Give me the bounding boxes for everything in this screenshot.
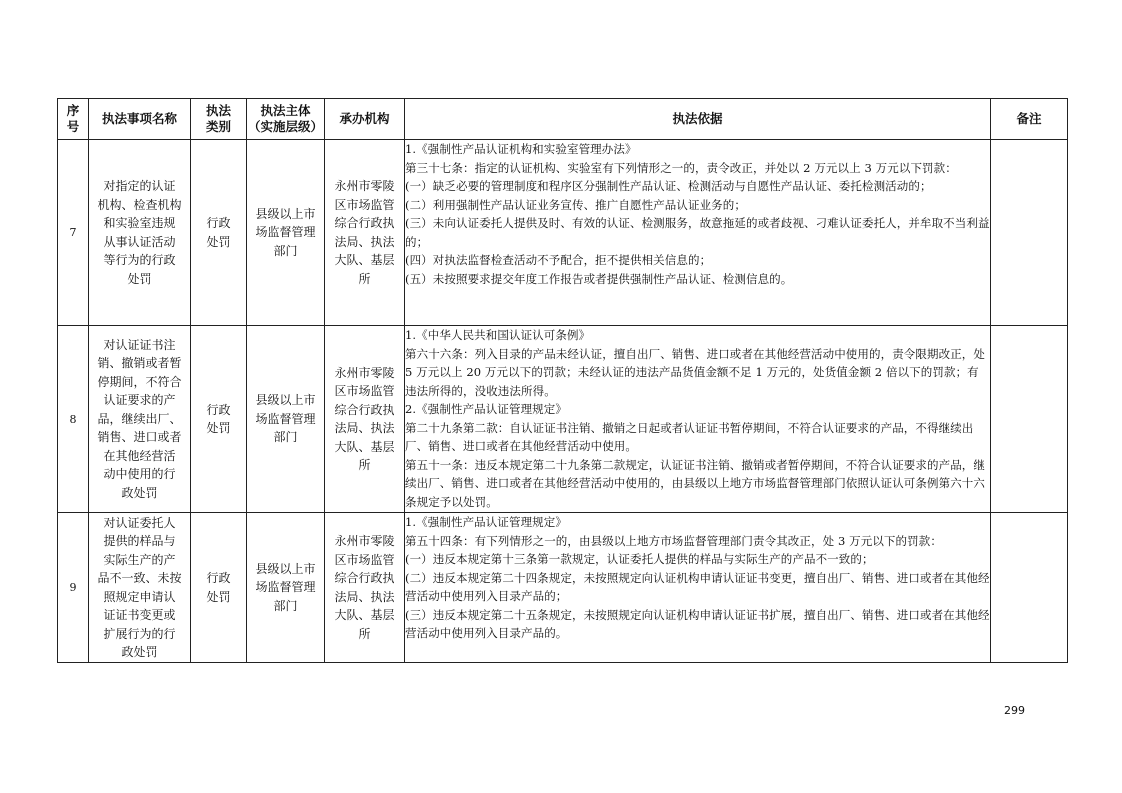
header-name: 执法事项名称 (89, 99, 191, 140)
basis-line: 第三十七条：指定的认证机构、实验室有下列情形之一的，责令改正，并处以 2 万元以上 3 万元以下罚款： (405, 160, 957, 175)
basis-line: 第五十一条：违反本规定第二十九条第二款规定，认证证书注销、撤销或者暂停期间，不符合认证要求的产品，继续出厂、销售、进口或者在其他经营活动中使用的，由县级以上地方市场监督管理部门依照认证认可条例第六十六条规定予以处罚。 (405, 457, 985, 509)
table-row (58, 140, 1068, 326)
basis-line: (五）未按照要求提交年度工作报告或者提供强制性产品认证、检测信息的。 (405, 271, 793, 286)
subject-cell: 县级以上市 场监督管理 部门 (247, 140, 325, 326)
remark-cell (991, 326, 1068, 513)
agency-cell: 永州市零陵 区市场监管 综合行政执 法局、执法 大队、基层 所 (325, 513, 405, 663)
basis-line: (二）违反本规定第二十四条规定，未按照规定向认证机构申请认证证书变更，擅自出厂、销售、进口或者在其他经营活动中使用列入目录产品的； (405, 570, 990, 603)
basis-line: 第二十九条第二款：自认证证书注销、撤销之日起或者认证证书暂停期间，不符合认证要求的产品，不得继续出厂、销售、进口或者在其他经营活动中使用。 (405, 420, 974, 453)
basis-line: 第六十六条：列入目录的产品未经认证，擅自出厂、销售、进口或者在其他经营活动中使用的，责令限期改正，处 5 万元以上 20 万元以下的罚款；未经认证的违法产品货值金额不足 1 万元的，处货值金额 2 倍以下的罚款；有违法所得的，没收违法所得。 (405, 346, 985, 398)
basis-cell (405, 140, 991, 326)
category-cell: 行政 处罚 (191, 513, 247, 663)
header-seq: 序 号 (58, 99, 89, 140)
basis-line: 2.《强制性产品认证管理规定》 (405, 402, 567, 416)
basis-line: (一）违反本规定第十三条第一款规定，认证委托人提供的样品与实际生产的产品不一致的； (405, 552, 874, 566)
remark-cell (991, 513, 1068, 663)
page-number: 299 (1004, 704, 1025, 717)
basis-cell (405, 326, 991, 513)
basis-line: 1.《强制性产品认证管理规定》 (405, 515, 567, 529)
basis-line: 1.《强制性产品认证机构和实验室管理办法》 (405, 142, 637, 156)
subject-cell: 县级以上市 场监督管理 部门 (247, 513, 325, 663)
item-name: 对指定的认证 机构、检查机构 和实验室违规 从事认证活动 等行为的行政 处罚 (89, 140, 191, 326)
header-remark: 备注 (991, 99, 1068, 140)
basis-line: (四）对执法监督检查活动不予配合，拒不提供相关信息的； (405, 253, 712, 267)
row-number: 7 (58, 140, 89, 326)
basis-line: (一）缺乏必要的管理制度和程序区分强制性产品认证、检测活动与自愿性产品认证、委托检测活动的； (405, 179, 932, 193)
basis-line: (三）未向认证委托人提供及时、有效的认证、检测服务，故意拖延的或者歧视、刁难认证委托人，并牟取不当利益的； (405, 216, 990, 249)
header-basis: 执法依据 (405, 99, 991, 140)
header-category: 执法 类别 (191, 99, 247, 140)
header-subject: 执法主体 （实施层级） (247, 99, 325, 140)
row-number: 9 (58, 513, 89, 663)
basis-line: 第五十四条：有下列情形之一的，由县级以上地方市场监督管理部门责令其改正，处 3 万元以下的罚款： (405, 533, 942, 548)
header-agency: 承办机构 (325, 99, 405, 140)
category-cell: 行政 处罚 (191, 326, 247, 513)
row-number: 8 (58, 326, 89, 513)
agency-cell: 永州市零陵 区市场监管 综合行政执 法局、执法 大队、基层 所 (325, 140, 405, 326)
table-row (58, 513, 1068, 663)
category-cell: 行政 处罚 (191, 140, 247, 326)
subject-cell: 县级以上市 场监督管理 部门 (247, 326, 325, 513)
header-row (58, 99, 1068, 140)
item-name: 对认证委托人 提供的样品与 实际生产的产 品不一致、未按 照规定申请认 证证书变更或 扩展行为的行 政处罚 (89, 513, 191, 663)
basis-line: 1.《中华人民共和国认证认可条例》 (405, 328, 591, 342)
agency-cell: 永州市零陵 区市场监管 综合行政执 法局、执法 大队、基层 所 (325, 326, 405, 513)
basis-line: (三）违反本规定第二十五条规定，未按照规定向认证机构申请认证证书扩展，擅自出厂、销售、进口或者在其他经营活动中使用列入目录产品的。 (405, 607, 990, 640)
basis-line: (二）利用强制性产品认证业务宣传、推广自愿性产品认证业务的； (405, 197, 746, 212)
table-row (58, 326, 1068, 513)
item-name: 对认证证书注 销、撤销或者暂 停期间，不符合 认证要求的产 品，继续出厂、 销售、进口或者 在其他经营活 动中使用的行 政处罚 (89, 326, 191, 513)
enforcement-table (57, 98, 1068, 663)
remark-cell (991, 140, 1068, 326)
basis-cell (405, 513, 991, 663)
